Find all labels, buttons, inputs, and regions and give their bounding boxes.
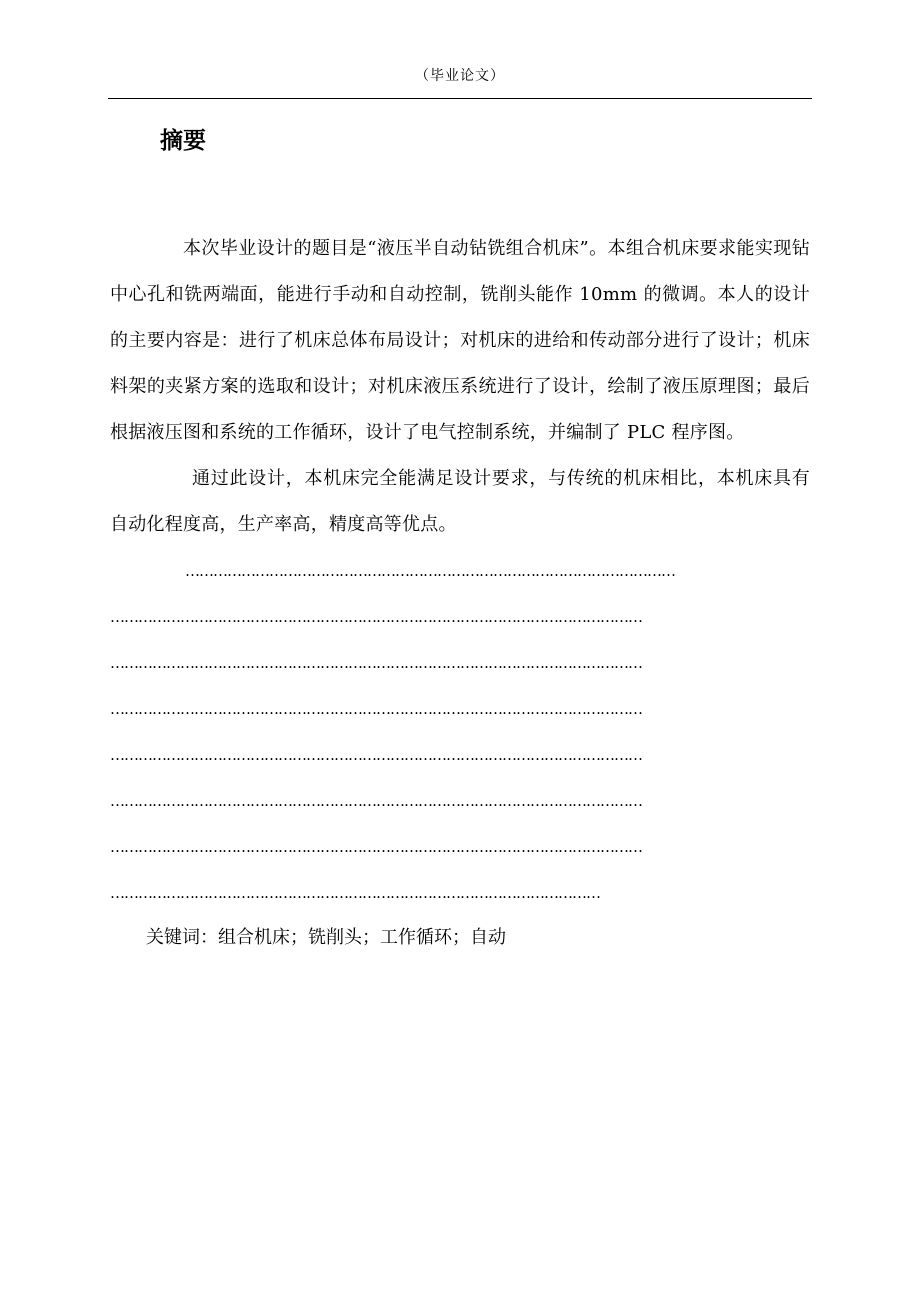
dot-leader-line: ……………………………………………………………………………………………………	[110, 792, 642, 810]
abstract-title: 摘要	[160, 128, 206, 154]
dot-leader-line: ……………………………………………………………………………………………………	[110, 654, 642, 672]
dot-leader-line: ……………………………………………………………………………………………	[110, 884, 600, 902]
dot-leader-line: ……………………………………………………………………………………………………	[110, 608, 642, 626]
abstract-body	[110, 226, 810, 916]
dot-leader-line: ……………………………………………………………………………………………	[185, 562, 675, 580]
keywords-line: 关键词：组合机床；铣削头；工作循环；自动	[146, 927, 506, 948]
header-divider	[108, 98, 812, 99]
dot-leader-line: ……………………………………………………………………………………………………	[110, 700, 642, 718]
abstract-paragraph-1: 本次毕业设计的题目是“液压半自动钻铣组合机床”。本组合机床要求能实现钻中心孔和铣两端面，能进行手动和自动控制，铣削头能作 10mm 的微调。本人的设计的主要内容是：进行了机床总体布局设计；对机床的进给和传动部分进行了设计；机床料架的夹紧方案的选取和设计；对机床液压系统进行了设计，绘制了液压原理图；最后根据液压图和系统的工作循环，设计了电气控制系统，并编制了 PLC 程序图。	[110, 238, 810, 443]
dot-leader-line: ……………………………………………………………………………………………………	[110, 838, 642, 856]
dot-leader-line: ……………………………………………………………………………………………………	[110, 746, 642, 764]
running-header: （毕业论文）	[415, 68, 505, 84]
abstract-paragraph-2: 通过此设计，本机床完全能满足设计要求，与传统的机床相比，本机床具有自动化程度高，生产率高，精度高等优点。	[110, 468, 810, 535]
